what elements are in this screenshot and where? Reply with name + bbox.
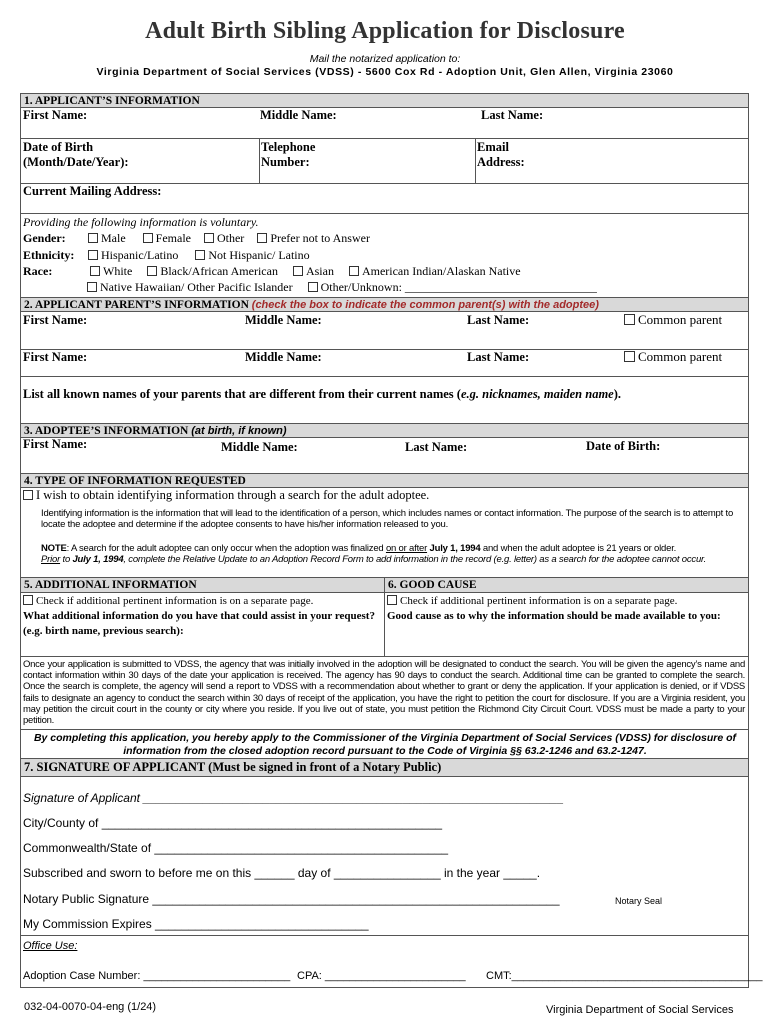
office-use-label: Office Use:	[23, 940, 78, 952]
race-asian-checkbox[interactable]	[293, 266, 303, 276]
section-4-heading: 4. TYPE OF INFORMATION REQUESTED	[21, 474, 748, 488]
common-parent-label: Common parent	[638, 312, 723, 327]
city-county-line[interactable]: City/County of ___________________________________________________	[23, 816, 443, 830]
note-label: NOTE	[41, 543, 67, 554]
dob-label	[23, 140, 129, 170]
race-option: Black/African American	[160, 264, 278, 278]
email-label-line1: Email	[477, 140, 509, 154]
gender-prefer-not-checkbox[interactable]	[257, 233, 267, 243]
case-number-field[interactable]: Adoption Case Number: ________________________	[23, 970, 291, 982]
section-parent-info	[20, 297, 749, 424]
gender-option: Female	[155, 231, 191, 245]
known-names-example: e.g. nicknames, maiden name	[460, 387, 614, 401]
prior-note	[41, 554, 706, 565]
middle-name-label: Middle Name:	[260, 108, 337, 122]
section-signature	[20, 758, 749, 936]
mail-instruction: Mail the notarized application to:	[309, 53, 461, 65]
section-6-heading: 6. GOOD CAUSE	[385, 578, 748, 593]
parent1-last-name-label: Last Name:	[467, 313, 530, 327]
known-names-text: List all known names of your parents that are different from their current names (	[23, 387, 461, 401]
gender-row	[23, 231, 743, 246]
adoptee-dob-label: Date of Birth:	[586, 439, 661, 453]
consent-statement: By completing this application, you hereby apply to the Commissioner of the Virginia Department of Social Services (VDSS) for disclosure of information from the closed adoption record pursuant to the Code of Virginia §§ 63.2-1246 and 63.2-1247.	[33, 732, 737, 757]
gender-male-checkbox[interactable]	[88, 233, 98, 243]
parent1-first-name-label: First Name:	[23, 313, 88, 327]
identifying-info-paragraph: Identifying information is the information that will lead to the identification of a person, which includes names or contact information. The purpose of the search is to attempt to locate the adoptee and determine if the adoptee consents to have his/her information released to you.	[41, 508, 734, 530]
s5-separate-page-checkbox[interactable]	[23, 595, 33, 605]
parent1-common-parent[interactable]	[624, 312, 722, 327]
process-paragraph: Once your application is submitted to VDSS, the agency that was initially involved in the adoption will be designated to conduct the search. You will be given the agency’s name and contact information within 30 days of the date your application is received. The agency has 90 days to conduct the search. Additional time can be granted to complete the search. Once the search is complete, the agency will send a report to VDSS with a recommendation about whether to grant or deny the application. If your application is denied, or if VDSS fails to designate an agency to conduct the search within 30 days of receipt of the application, you have the right to petition the court for disclosure. If you are a Virginia resident, you may petition the circuit court in the county or city where you reside. If you live out of state, you must petition the Richmond City Circuit Court. VDSS must be made a party to your petition.	[23, 659, 745, 727]
section-additional-good-cause	[20, 577, 749, 657]
prior-text: to	[60, 554, 73, 565]
race-american-indian-checkbox[interactable]	[349, 266, 359, 276]
race-option: White	[103, 264, 133, 278]
section-5-heading: 5. ADDITIONAL INFORMATION	[21, 578, 385, 593]
race-row-2	[87, 280, 747, 295]
commonwealth-state-line[interactable]: Commonwealth/State of ____________________________________________	[23, 841, 449, 855]
ethnicity-option: Hispanic/Latino	[101, 248, 179, 262]
ethnicity-not-hispanic-checkbox[interactable]	[195, 250, 205, 260]
race-label: Race:	[23, 264, 53, 278]
divider	[475, 138, 476, 183]
parent2-last-name-label: Last Name:	[467, 350, 530, 364]
note-text: : A search for the adult adoptee can only occur when the adoption was finalized	[66, 543, 386, 554]
race-row	[23, 264, 743, 279]
divider	[21, 376, 748, 377]
telephone-label-line2: Number:	[261, 155, 310, 169]
dob-label-line1: Date of Birth	[23, 140, 94, 154]
s5-separate-page-label: Check if additional pertinent information is on a separate page.	[36, 595, 314, 607]
prior-date: July 1, 1994	[72, 554, 124, 565]
email-label-line2: Address:	[477, 155, 525, 169]
gender-other-checkbox[interactable]	[204, 233, 214, 243]
mailing-address-label: Current Mailing Address:	[23, 184, 162, 198]
section-information-type	[20, 473, 749, 578]
parent2-common-parent[interactable]	[624, 349, 722, 364]
process-box	[20, 656, 749, 730]
prior-underline: Prior	[41, 554, 61, 565]
s6-separate-page-label: Check if additional pertinent information is on a separate page.	[400, 595, 678, 607]
gender-option: Other	[216, 231, 245, 245]
footer-agency: Virginia Department of Social Services	[546, 1004, 734, 1016]
search-request-label: I wish to obtain identifying information through a search for the adult adoptee.	[36, 488, 430, 502]
sworn-line[interactable]: Subscribed and sworn to before me on this ______ day of ________________ in the year _____.	[23, 866, 541, 880]
race-option: American Indian/Alaskan Native	[361, 264, 521, 278]
race-pacific-islander-checkbox[interactable]	[87, 282, 97, 292]
known-names-prompt	[23, 387, 621, 402]
search-note	[41, 543, 741, 565]
search-request[interactable]	[23, 488, 429, 503]
section-adoptee-info	[20, 423, 749, 474]
race-option: Asian	[305, 264, 334, 278]
section-2-heading	[21, 298, 748, 312]
section-3-note: (at birth, if known)	[191, 425, 287, 437]
parent2-middle-name-label: Middle Name:	[245, 350, 322, 364]
s6-question: Good cause as to why the information should be made available to you:	[387, 610, 721, 622]
ethnicity-hispanic-checkbox[interactable]	[88, 250, 98, 260]
prior-text-end: , complete the Relative Update to an Adoption Record Form to add information in the record (e.g. letter) as a search for the adoptee cannot occur.	[123, 554, 707, 565]
divider	[259, 138, 260, 183]
gender-label: Gender:	[23, 231, 66, 245]
adoptee-last-name-label: Last Name:	[405, 440, 468, 454]
note-underline: on or after	[385, 543, 428, 554]
signature-applicant-line[interactable]: Signature of Applicant _______________________________________________________________	[23, 791, 564, 805]
parent1-middle-name-label: Middle Name:	[245, 313, 322, 327]
common-parent-checkbox[interactable]	[624, 351, 635, 362]
ethnicity-row	[23, 248, 743, 263]
adoptee-first-name-label: First Name:	[23, 437, 88, 451]
dob-label-line2: (Month/Date/Year):	[23, 155, 129, 169]
ethnicity-label: Ethnicity:	[23, 248, 75, 262]
form-title: Adult Birth Sibling Application for Disclosure	[145, 18, 625, 44]
common-parent-label: Common parent	[638, 349, 723, 364]
section-2-title: 2. APPLICANT PARENT’S INFORMATION	[24, 299, 249, 311]
section-2-note: (check the box to indicate the common parent(s) with the adoptee)	[251, 299, 599, 311]
notary-seal-label: Notary Seal	[615, 896, 663, 906]
cmt-field[interactable]: CMT:_________________________________________	[486, 970, 763, 982]
parent2-first-name-label: First Name:	[23, 350, 88, 364]
section-3-heading	[21, 424, 748, 438]
last-name-label: Last Name:	[481, 108, 544, 122]
telephone-label	[261, 140, 315, 170]
s6-separate-page[interactable]	[387, 594, 677, 609]
gender-option: Prefer not to Answer	[270, 231, 370, 245]
note-text-end: and when the adult adoptee is 21 years or older.	[480, 543, 677, 554]
cpa-field[interactable]: CPA: _______________________	[297, 970, 466, 982]
office-use-box	[20, 935, 763, 988]
adoptee-middle-name-label: Middle Name:	[221, 440, 298, 454]
divider	[21, 213, 748, 214]
s5-separate-page[interactable]	[23, 594, 313, 609]
race-option: Other/Unknown: ________________________________	[320, 280, 597, 294]
note-date: July 1, 1994	[427, 543, 481, 554]
section-applicant-info	[20, 93, 749, 298]
race-black-checkbox[interactable]	[147, 266, 157, 276]
known-names-end: ).	[613, 387, 622, 401]
s5-question: What additional information do you have that could assist in your request? (e.g. birth name, previous search):	[23, 610, 375, 637]
first-name-label: First Name:	[23, 108, 88, 122]
voluntary-note: Providing the following information is voluntary.	[23, 215, 259, 229]
section-1-heading: 1. APPLICANT’S INFORMATION	[21, 94, 748, 108]
commission-expires-line[interactable]: My Commission Expires ________________________________	[23, 917, 369, 931]
section-3-title: 3. ADOPTEE’S INFORMATION	[24, 425, 189, 437]
race-other-checkbox[interactable]	[308, 282, 318, 292]
form-number: 032-04-0070-04-eng (1/24)	[24, 1001, 157, 1013]
ethnicity-option: Not Hispanic/ Latino	[208, 248, 310, 262]
notary-signature-line[interactable]: Notary Public Signature _____________________________________________________________	[23, 892, 560, 906]
section-7-heading: 7. SIGNATURE OF APPLICANT (Must be signed in front of a Notary Public)	[21, 759, 748, 777]
search-request-checkbox[interactable]	[23, 490, 33, 500]
divider	[384, 578, 385, 656]
gender-female-checkbox[interactable]	[143, 233, 153, 243]
divider	[21, 138, 748, 139]
email-label	[477, 140, 525, 170]
mailing-address: Virginia Department of Social Services (VDSS) - 5600 Cox Rd - Adoption Unit, Glen Allen, Virginia 23060	[96, 66, 674, 78]
common-parent-checkbox[interactable]	[624, 314, 635, 325]
consent-box	[20, 729, 749, 759]
gender-option: Male	[101, 231, 126, 245]
telephone-label-line1: Telephone	[261, 140, 316, 154]
race-option: Native Hawaiian/ Other Pacific Islander	[100, 280, 293, 294]
s6-separate-page-checkbox[interactable]	[387, 595, 397, 605]
race-white-checkbox[interactable]	[90, 266, 100, 276]
